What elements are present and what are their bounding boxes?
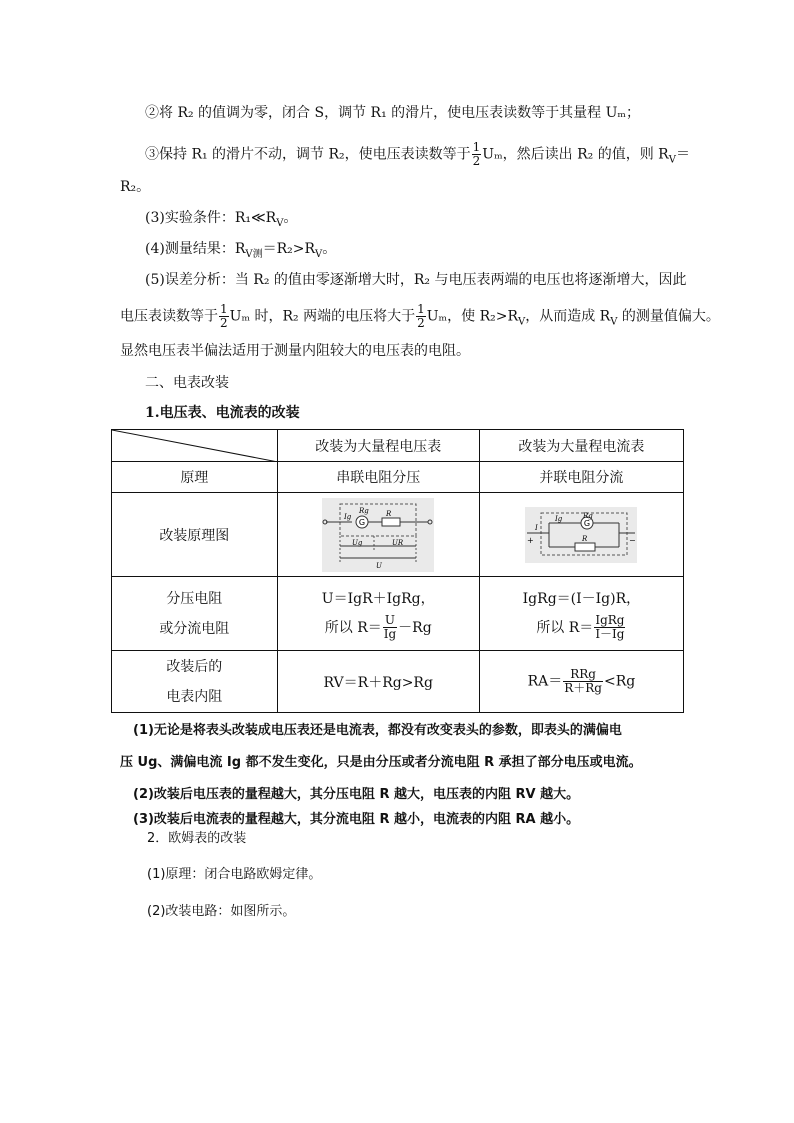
v-ur-label: UR <box>392 538 404 547</box>
a-i-label: I <box>535 523 539 532</box>
v-u-label: U <box>376 561 383 570</box>
section-heading: 二、电表改装 <box>145 375 229 391</box>
v-rg-label: Rg <box>359 506 369 515</box>
note-1b: 压 Ug、满偏电流 Ig 都不发生变化，只是由分压或者分流电阻 R 承担了部分电压或电流。 <box>120 755 642 770</box>
ammeter-circuit-cell <box>479 493 683 577</box>
diagonal-header-cell <box>112 430 278 462</box>
row-diagram-label: 改装原理图 <box>112 493 278 577</box>
v-r-label: R <box>386 509 392 518</box>
voltmeter-circuit-cell <box>277 493 479 577</box>
step-3-text-b: Uₘ，然后读出 R₂ 的值，则 R <box>482 146 669 163</box>
step-2-text: ②将 R₂ 的值调为零，闭合 S，调节 R₁ 的滑片，使电压表读数等于其量程 Uₘ； <box>145 105 640 121</box>
note-3: (3)改装后电流表的量程越大，其分流电阻 R 越小，电流表的内阻 RA 越小。 <box>133 812 580 827</box>
header-voltmeter: 改装为大量程电压表 <box>277 430 479 462</box>
subsection-heading: 1.电压表、电流表的改装 <box>145 405 300 421</box>
principle-voltmeter: 串联电阻分压 <box>277 462 479 493</box>
ammeter-circuit-diagram <box>525 507 637 563</box>
internal-ammeter: RA＝ $\frac{\text{RRg}}{R+Rg}$ <Rg <box>479 651 683 713</box>
conversion-table <box>111 429 684 713</box>
header-ammeter: 改装为大量程电流表 <box>479 430 683 462</box>
ohmmeter-principle: (1)原理：闭合电路欧姆定律。 <box>147 867 322 882</box>
a-plus-label: + <box>527 535 535 545</box>
row-internal-label: 改装后的 电表内阻 <box>112 651 278 713</box>
v-ug-label: Ug <box>352 538 363 547</box>
step-3-text-a: ③保持 R₁ 的滑片不动，调节 R₂，使电压表读数等于 <box>145 146 471 163</box>
error-line-2: 电压表读数等于 $\frac{1}{2}$ Uₘ 时，R₂ 两端的电压将大于 $\frac{1}{2}$ Uₘ，使 $R_2>R_V$，从而造成 $R_V$ 的测量值偏大。 <box>120 302 720 330</box>
row-resistor-label: 分压电阻 或分流电阻 <box>112 577 278 651</box>
condition-line: (3)实验条件：$R_1≪R_V$。 <box>145 210 298 229</box>
note-2: (2)改装后电压表的量程越大，其分压电阻 R 越大，电压表的内阻 RV 越大。 <box>133 787 580 802</box>
internal-voltmeter: RV＝R＋Rg>Rg <box>277 651 479 713</box>
ohmmeter-heading: 2．欧姆表的改装 <box>147 831 247 846</box>
a-ig-label: Ig <box>555 514 563 523</box>
note-1a: (1)无论是将表头改装成电压表还是电流表，都没有改变表头的参数，即表头的满偏电 <box>133 723 622 738</box>
fraction-half: $\frac{1}{2}$ <box>472 140 481 168</box>
step-3-text-d: R₂。 <box>120 179 151 195</box>
voltmeter-circuit-diagram <box>322 498 434 572</box>
v-ig-label: Ig <box>344 512 352 521</box>
a-minus-label: − <box>629 535 637 545</box>
resistor-voltmeter: U＝IgR＋IgRg， 所以 R＝ $\frac{U}{Ig}$ －Rg <box>277 577 479 651</box>
a-r-label: R <box>582 534 588 543</box>
row-principle-label: 原理 <box>112 462 278 493</box>
ohmmeter-circuit: (2)改装电路：如图所示。 <box>147 904 296 919</box>
a-galvanometer-label: G <box>584 518 591 528</box>
diagonal-line <box>112 430 278 462</box>
result-line: (4)测量结果：$R_{V测}=R_2>R_V$。 <box>145 241 337 260</box>
principle-ammeter: 并联电阻分流 <box>479 462 683 493</box>
error-line-1: (5)误差分析：当 R₂ 的值由零逐渐增大时，R₂ 与电压表两端的电压也将逐渐增大，因此 <box>145 272 687 288</box>
step-3-line: ③保持 R₁ 的滑片不动，调节 R₂，使电压表读数等于 $\frac{1}{2}$ Uₘ，然后读出 R₂ 的值，则 $R_V=$ <box>145 140 690 168</box>
error-line-3: 显然电压表半偏法适用于测量内阻较大的电压表的电阻。 <box>120 343 470 359</box>
v-galvanometer-label: G <box>359 517 366 527</box>
resistor-ammeter: IgRg＝(I－Ig)R， 所以 R＝ $\frac{\text{IgRg}}{I-Ig}$ <box>479 577 683 651</box>
a-rg-label: Rg <box>583 511 594 520</box>
